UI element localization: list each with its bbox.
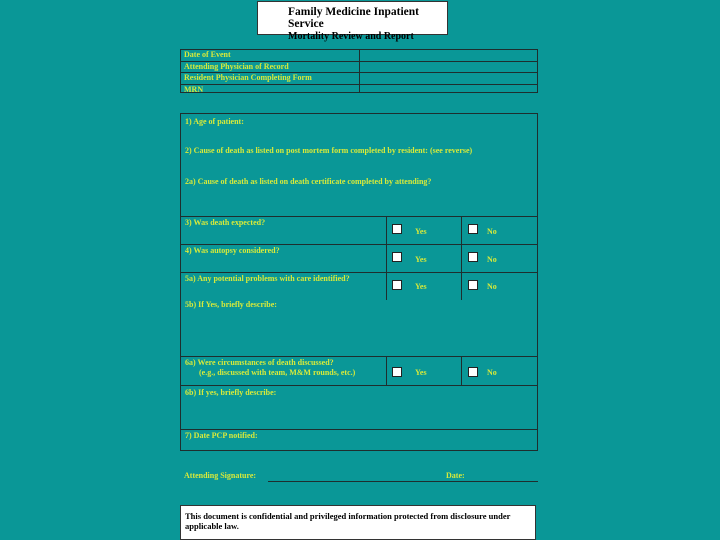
- row-divider: [181, 356, 537, 357]
- question-4: 4) Was autopsy considered?: [185, 246, 280, 255]
- signature-line[interactable]: [268, 481, 538, 482]
- q4-yes-label: Yes: [415, 255, 427, 264]
- info-row-attending-physician[interactable]: [181, 62, 537, 74]
- question-1: 1) Age of patient:: [185, 117, 244, 126]
- form-subtitle: Mortality Review and Report: [288, 31, 414, 42]
- info-label-mrn: MRN: [184, 84, 204, 94]
- q5a-yes-label: Yes: [415, 282, 427, 291]
- question-5b: 5b) If Yes, briefly describe:: [185, 300, 277, 309]
- form-title-box: [257, 1, 448, 42]
- attending-signature-label: Attending Signature:: [184, 471, 257, 480]
- q3-no-label: No: [487, 227, 497, 236]
- info-label-attending-physician: Attending Physician of Record: [184, 61, 289, 71]
- question-2: 2) Cause of death as listed on post mortem form completed by resident: (see reverse): [185, 146, 473, 155]
- q5a-no-label: No: [487, 282, 497, 291]
- questionnaire-box: [180, 113, 538, 451]
- q5a-no-checkbox[interactable]: [468, 280, 478, 290]
- info-label-resident-physician: Resident Physician Completing Form: [184, 73, 312, 82]
- q5a-yes-checkbox[interactable]: [392, 280, 402, 290]
- column-divider: [386, 216, 387, 300]
- q6a-no-checkbox[interactable]: [468, 367, 478, 377]
- q6a-yes-label: Yes: [415, 368, 427, 377]
- question-3: 3) Was death expected?: [185, 218, 266, 227]
- date-label: Date:: [446, 471, 465, 480]
- row-divider: [181, 244, 537, 245]
- row-divider: [181, 272, 537, 273]
- question-6a: 6a) Were circumstances of death discussed?: [185, 358, 334, 367]
- question-2a: 2a) Cause of death as listed on death certificate completed by attending?: [185, 177, 432, 186]
- confidentiality-notice: This document is confidential and privileged information protected from disclosure under applicable law.: [180, 505, 536, 540]
- q6a-no-label: No: [487, 368, 497, 377]
- column-divider: [461, 216, 462, 300]
- info-row-mrn[interactable]: [181, 85, 537, 96]
- row-divider: [181, 385, 537, 386]
- q3-yes-checkbox[interactable]: [392, 224, 402, 234]
- info-row-date-of-event[interactable]: [181, 50, 537, 62]
- column-divider: [461, 356, 462, 385]
- info-label-date-of-event: Date of Event: [184, 50, 231, 59]
- row-divider: [181, 216, 537, 217]
- info-row-resident-physician[interactable]: [181, 73, 537, 85]
- q4-no-checkbox[interactable]: [468, 252, 478, 262]
- question-6b: 6b) If yes, briefly describe:: [185, 388, 277, 397]
- row-divider: [181, 429, 537, 430]
- patient-info-table: [180, 49, 538, 93]
- question-6a-example: (e.g., discussed with team, M&M rounds, etc.): [199, 368, 356, 377]
- question-7: 7) Date PCP notified:: [185, 431, 258, 440]
- form-title: Family Medicine Inpatient Service: [288, 6, 419, 30]
- q3-no-checkbox[interactable]: [468, 224, 478, 234]
- q4-no-label: No: [487, 255, 497, 264]
- column-divider: [386, 356, 387, 385]
- q6a-yes-checkbox[interactable]: [392, 367, 402, 377]
- q4-yes-checkbox[interactable]: [392, 252, 402, 262]
- question-5a: 5a) Any potential problems with care identified?: [185, 274, 350, 283]
- q3-yes-label: Yes: [415, 227, 427, 236]
